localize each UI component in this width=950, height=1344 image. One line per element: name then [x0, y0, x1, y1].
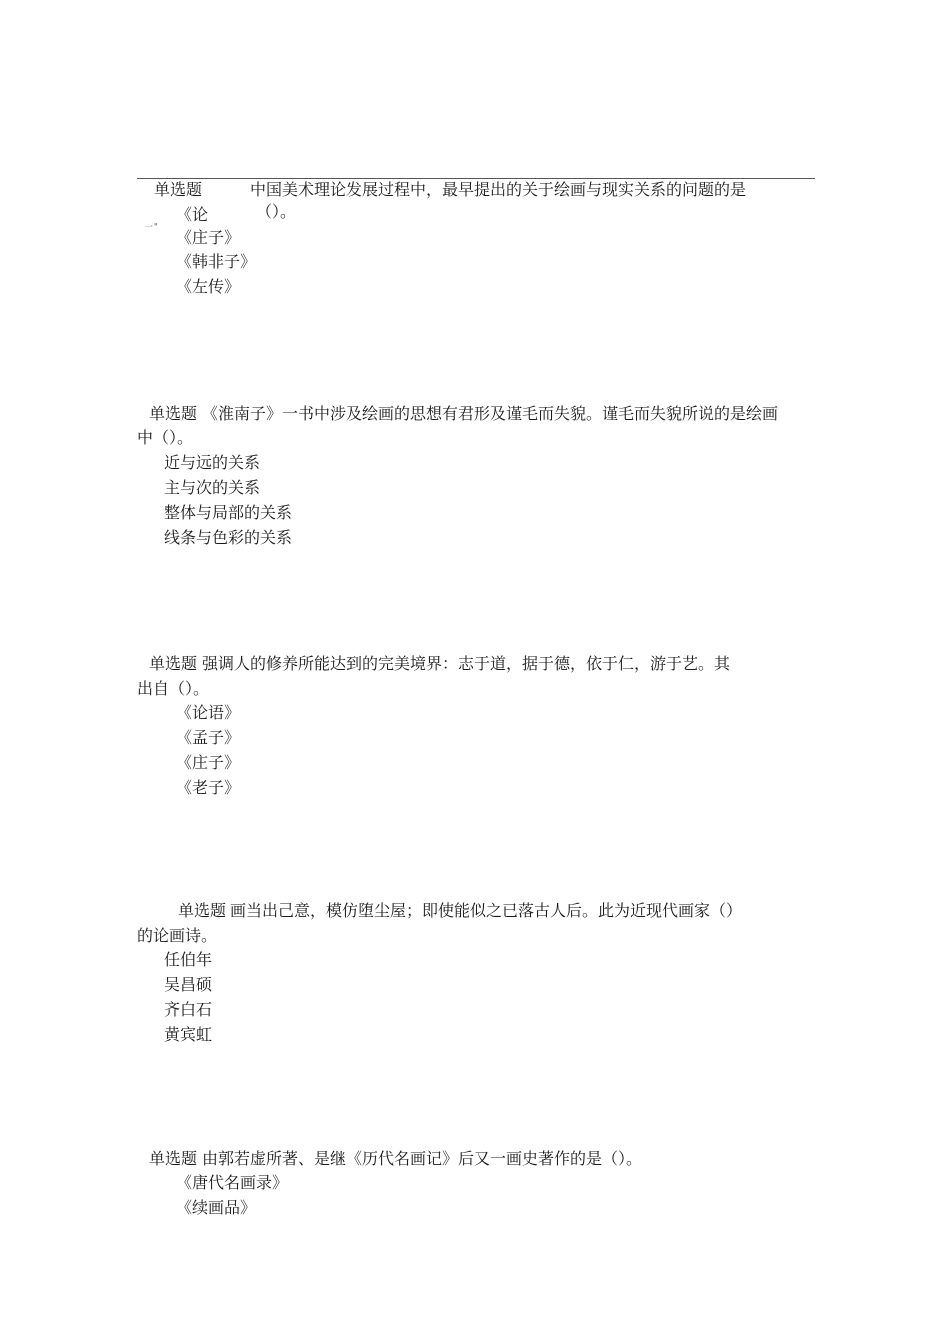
question-1-type-label: 单选题 — [154, 180, 203, 199]
question-5-type-label: 单选题 — [149, 1149, 198, 1168]
question-3-type-label: 单选题 — [149, 654, 198, 673]
question-4-stem-line2: 的论画诗。 — [137, 926, 218, 945]
question-2-option-c: 整体与局部的关系 — [164, 503, 293, 522]
question-4-type-label: 单选题 — [178, 901, 227, 920]
question-5-option-b: 《续画品》 — [176, 1198, 257, 1217]
header-rule — [137, 178, 815, 179]
question-2-option-d: 线条与色彩的关系 — [164, 528, 293, 547]
question-1-stem-line1: 中国美术理论发展过程中，最早提出的关于绘画与现实关系的问题的是 — [250, 180, 747, 199]
question-1-option-b: 《庄子》 — [176, 228, 241, 247]
stray-mark: 一 '' — [144, 223, 157, 233]
question-1-option-d: 《左传》 — [176, 277, 241, 296]
question-1-stem-line2: （）。 — [256, 202, 297, 221]
question-3-option-a: 《论语》 — [176, 703, 241, 722]
question-4-option-c: 齐白石 — [164, 1000, 213, 1019]
question-2-stem-line2: 中（）。 — [137, 428, 194, 447]
question-4-option-a: 任伯年 — [164, 950, 213, 969]
question-4-option-b: 吴昌硕 — [164, 975, 213, 994]
question-1-option-a: 《论 — [176, 205, 209, 224]
question-1-option-c: 《韩非子》 — [176, 252, 257, 271]
question-2-type-label: 单选题 — [149, 404, 198, 423]
question-2-stem-line1: 《淮南子》一书中涉及绘画的思想有君形及谨毛而失貌。谨毛而失貌所说的是绘画 — [202, 404, 779, 423]
question-4-stem-line1: 画当出己意，模仿堕尘屋；即使能似之已落古人后。此为近现代画家（） — [230, 901, 743, 920]
question-3-option-d: 《老子》 — [176, 778, 241, 797]
question-3-option-b: 《孟子》 — [176, 728, 241, 747]
question-2-option-b: 主与次的关系 — [164, 478, 261, 497]
question-4-option-d: 黄宾虹 — [164, 1025, 213, 1044]
question-3-option-c: 《庄子》 — [176, 753, 241, 772]
question-5-stem-line1: 由郭若虚所著、是继《历代名画记》后又一画史著作的是（）。 — [202, 1149, 643, 1168]
question-3-stem-line2: 出自（）。 — [137, 679, 210, 698]
question-2-option-a: 近与远的关系 — [164, 453, 261, 472]
question-3-stem-line1: 强调人的修养所能达到的完美境界：志于道，据于德，依于仁，游于艺。其 — [202, 654, 731, 673]
question-5-option-a: 《唐代名画录》 — [176, 1173, 289, 1192]
